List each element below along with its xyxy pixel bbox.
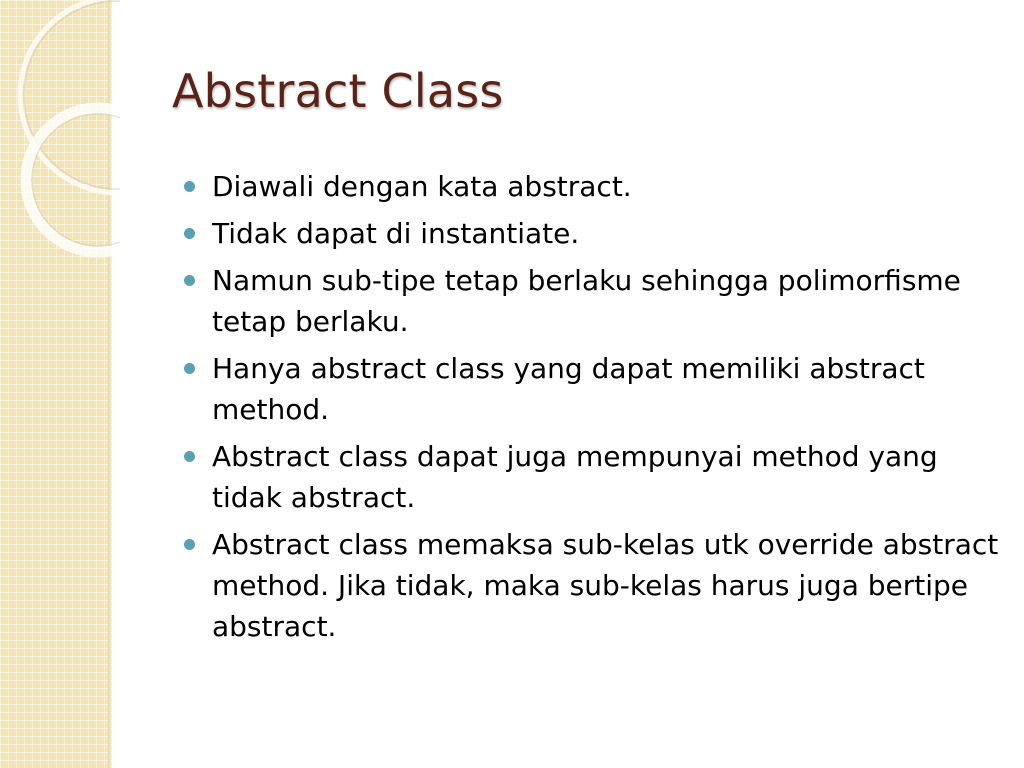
circle-bullet-icon: [184, 451, 195, 462]
bullet-item: [184, 213, 1004, 254]
bullet-text: Tidak dapat di instantiate.: [212, 217, 580, 250]
circle-bullet-icon: [184, 181, 195, 192]
bullet-text: Diawali dengan kata abstract.: [212, 170, 632, 203]
bullet-item: [184, 166, 1004, 207]
circle-bullet-icon: [184, 275, 195, 286]
bullet-text: Hanya abstract class yang dapat memiliki abstract method.: [212, 352, 925, 426]
bullet-text: Abstract class memaksa sub-kelas utk override abstract method. Jika tidak, maka sub-kelas harus juga bertipe abstract.: [212, 528, 999, 643]
bullet-text: Namun sub-tipe tetap berlaku sehingga polimorfisme tetap berlaku.: [212, 264, 961, 338]
bullet-item: [184, 524, 1004, 647]
circle-bullet-icon: [184, 228, 195, 239]
circle-bullet-icon: [184, 363, 195, 374]
decorative-rings-icon: [0, 0, 120, 260]
slide-title: Abstract Class: [172, 64, 504, 118]
circle-bullet-icon: [184, 539, 195, 550]
bullet-text: Abstract class dapat juga mempunyai method yang tidak abstract.: [212, 440, 938, 514]
bullet-item: [184, 436, 1004, 518]
bullet-item: [184, 260, 1004, 342]
bullet-list: [184, 166, 1004, 653]
bullet-item: [184, 348, 1004, 430]
